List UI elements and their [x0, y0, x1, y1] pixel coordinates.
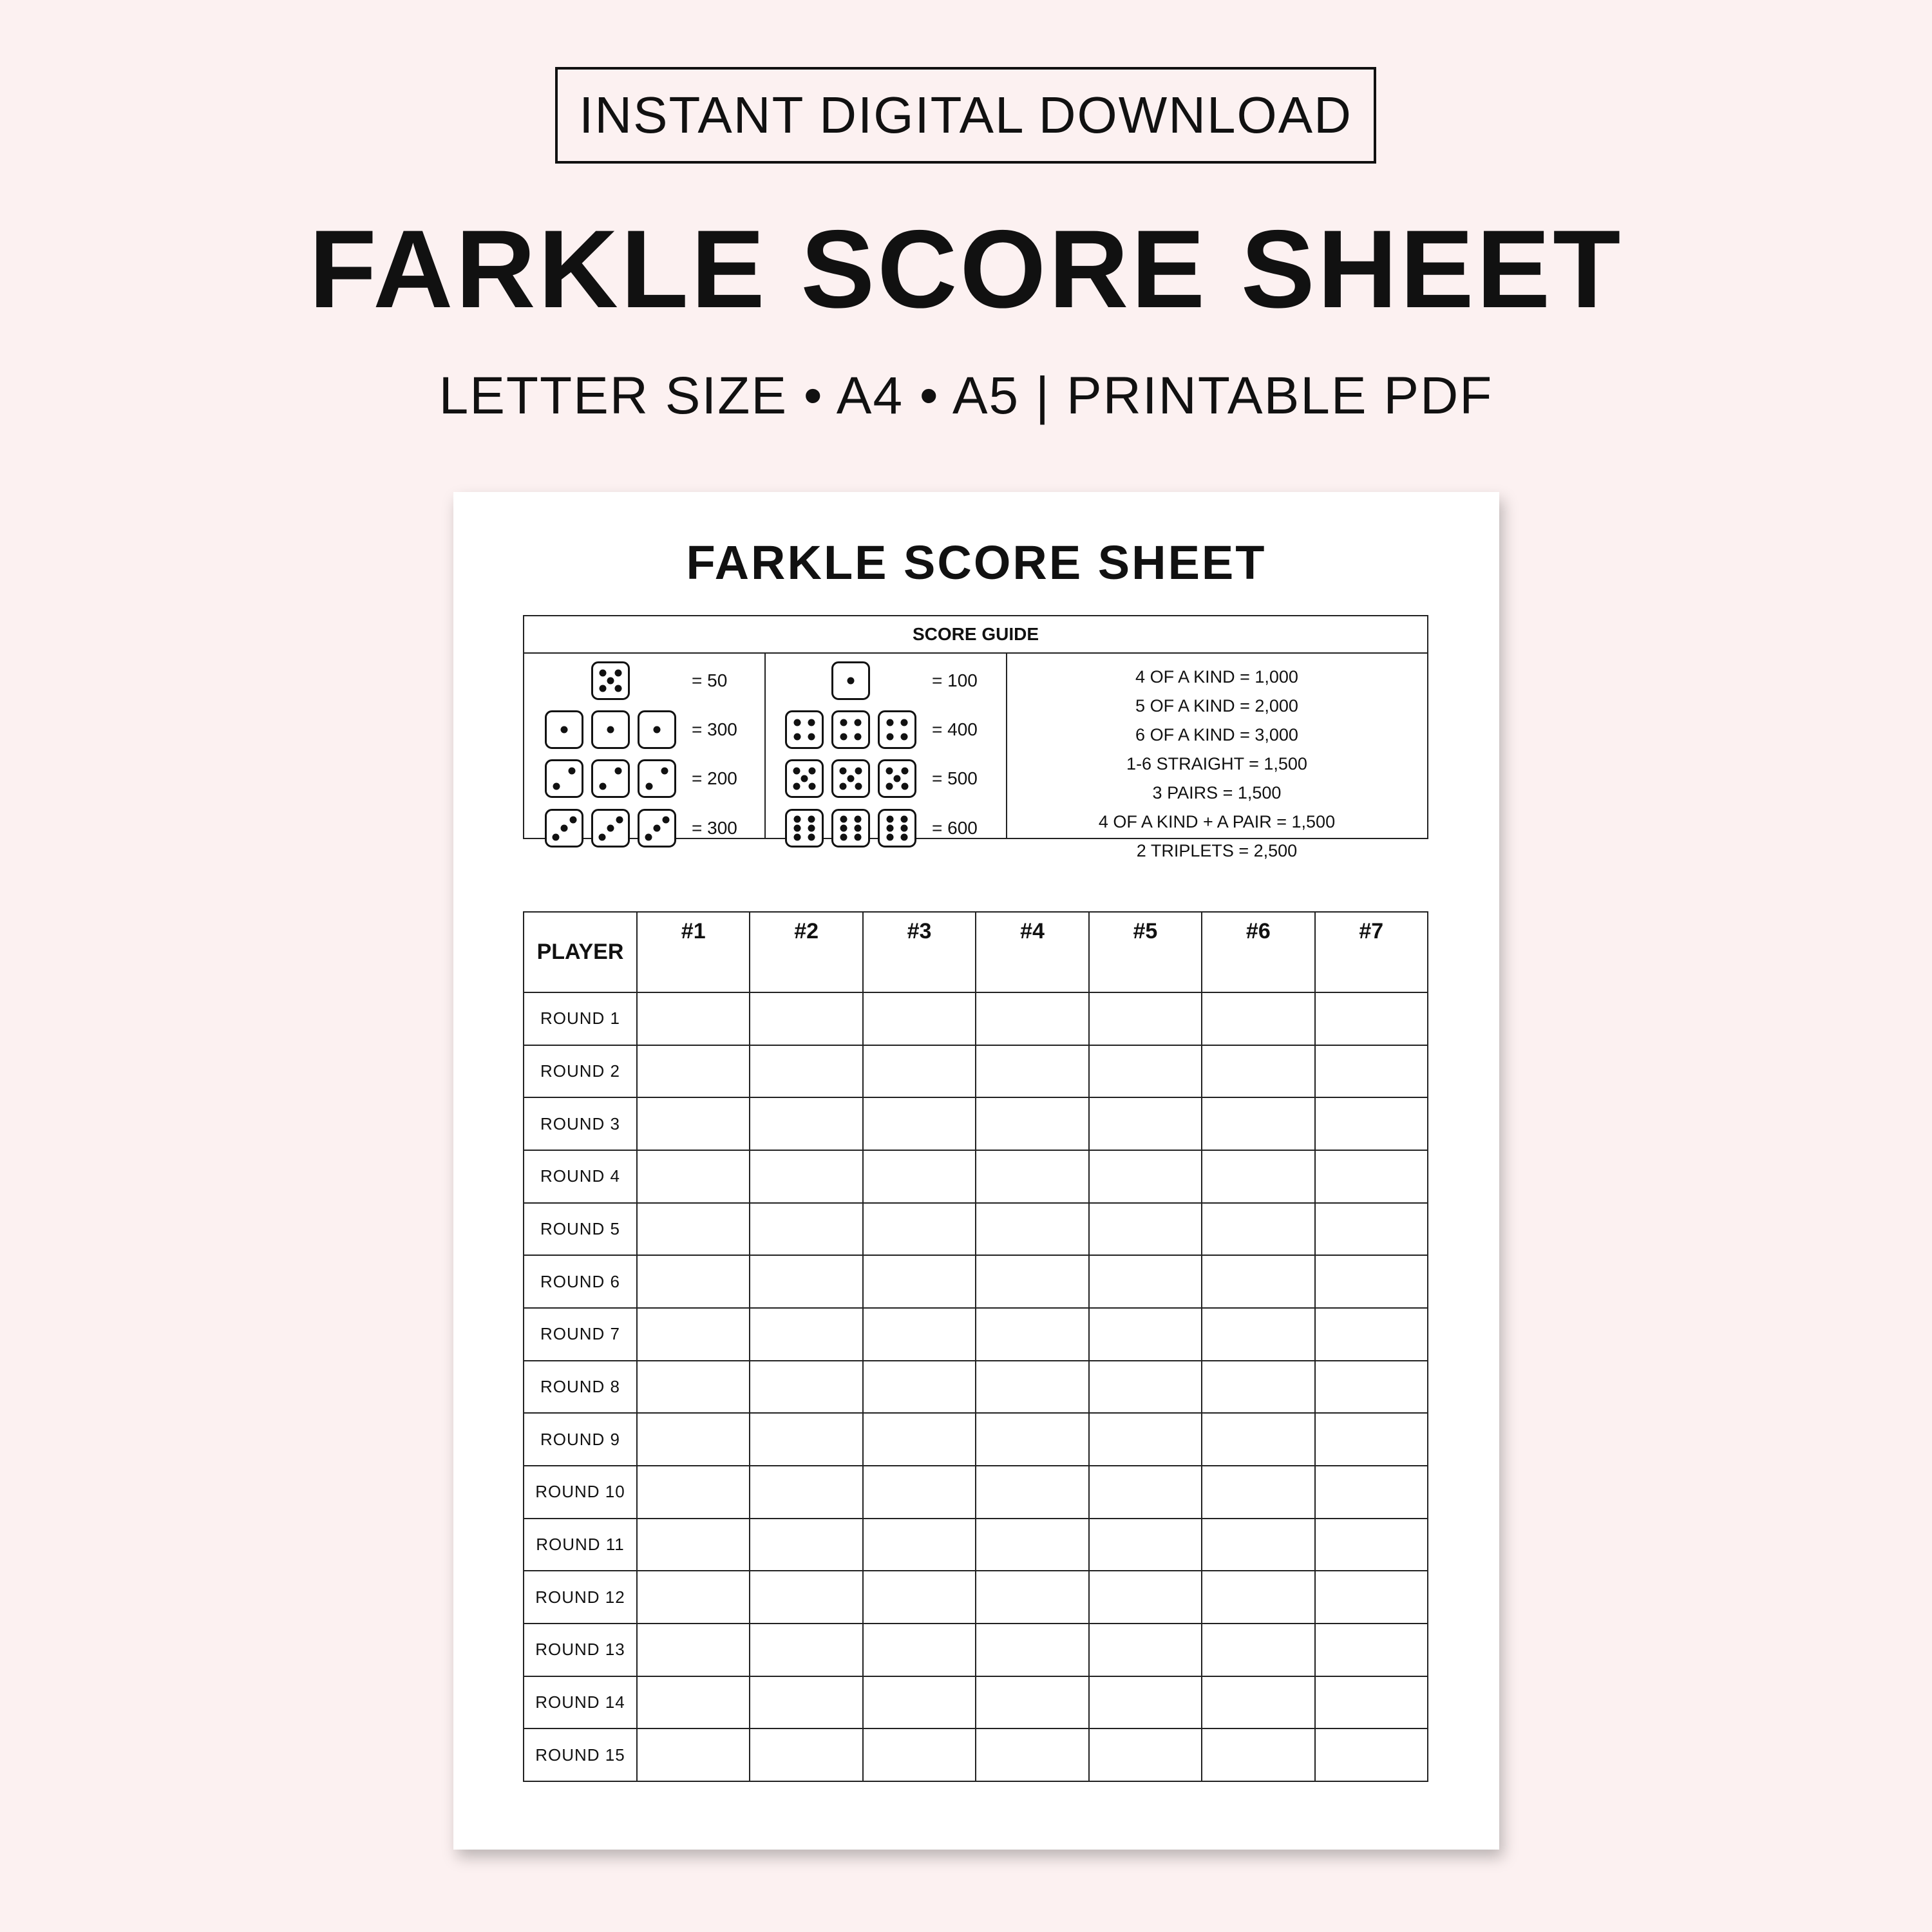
table-row [524, 1466, 1428, 1519]
score-cell[interactable] [1202, 1150, 1314, 1203]
score-cell[interactable] [1089, 1308, 1202, 1361]
die-pip [855, 767, 862, 774]
combo-item: 2 TRIPLETS = 2,500 [1136, 841, 1298, 860]
round-label: ROUND 12 [524, 1571, 637, 1624]
combo-list [1007, 663, 1426, 866]
die-face-3-icon [545, 809, 583, 848]
score-cell[interactable] [976, 1466, 1088, 1519]
player-column-header: #6 [1202, 912, 1314, 992]
score-value: = 400 [932, 719, 978, 739]
score-cell[interactable] [976, 1308, 1088, 1361]
table-row [524, 1150, 1428, 1203]
score-cell[interactable] [750, 1519, 862, 1571]
score-cell[interactable] [1315, 1676, 1428, 1729]
die-pip [553, 782, 560, 790]
score-cell[interactable] [1202, 1466, 1314, 1519]
score-cell[interactable] [637, 1728, 750, 1781]
score-cell[interactable] [976, 1728, 1088, 1781]
die-face-4-icon [831, 710, 870, 749]
score-value: = 100 [932, 670, 978, 690]
score-cell[interactable] [863, 1413, 976, 1466]
score-cell[interactable] [976, 1676, 1088, 1729]
score-cell[interactable] [863, 1203, 976, 1256]
score-cell[interactable] [863, 1728, 976, 1781]
score-value: = 300 [692, 818, 737, 838]
score-cell[interactable] [863, 1519, 976, 1571]
dice-group [785, 710, 916, 749]
die-pip [552, 833, 559, 840]
table-row [524, 1255, 1428, 1308]
table-header-row [524, 912, 1428, 992]
die-face-1-icon [545, 710, 583, 749]
score-cell[interactable] [976, 1255, 1088, 1308]
sheet-title: FARKLE SCORE SHEET [686, 536, 1267, 589]
dice-row [766, 661, 1006, 700]
score-cell[interactable] [1315, 1571, 1428, 1624]
die-pip [561, 726, 568, 734]
score-cell[interactable] [1089, 1203, 1202, 1256]
die-pip [887, 825, 894, 832]
die-pip [793, 734, 800, 741]
player-column-header: #7 [1315, 912, 1428, 992]
badge-text: INSTANT DIGITAL DOWNLOAD [579, 86, 1352, 144]
die-face-5-icon [878, 759, 916, 798]
die-pip [854, 834, 861, 841]
dice-group [785, 759, 916, 798]
die-pip [615, 685, 622, 692]
table-row [524, 1519, 1428, 1571]
score-cell[interactable] [750, 1097, 862, 1150]
die-pip [902, 783, 909, 790]
score-cell[interactable] [750, 992, 862, 1045]
dice-group [545, 759, 676, 798]
die-pip [886, 719, 893, 726]
guide-column-left [524, 654, 766, 838]
score-table [523, 911, 1428, 1782]
die-face-2-icon [591, 759, 630, 798]
combo-item: 3 PAIRS = 1,500 [1152, 783, 1282, 802]
round-label: ROUND 15 [524, 1728, 637, 1781]
score-cell[interactable] [637, 1624, 750, 1676]
score-cell[interactable] [1202, 1624, 1314, 1676]
die-pip [569, 816, 576, 823]
score-cell[interactable] [1315, 1255, 1428, 1308]
die-pip [900, 815, 907, 822]
score-value: = 300 [692, 719, 737, 739]
die-pip [600, 782, 607, 790]
player-column-header: #4 [976, 912, 1088, 992]
die-pip [886, 783, 893, 790]
score-cell[interactable] [976, 1413, 1088, 1466]
score-cell[interactable] [637, 1571, 750, 1624]
die-face-3-icon [591, 809, 630, 848]
score-cell[interactable] [637, 1150, 750, 1203]
die-face-1-icon [831, 661, 870, 700]
die-pip [902, 767, 909, 774]
score-cell[interactable] [1315, 1728, 1428, 1781]
score-cell[interactable] [750, 1624, 862, 1676]
player-column-header: #1 [637, 912, 750, 992]
die-pip [840, 719, 847, 726]
die-pip [616, 816, 623, 823]
die-face-3-icon [638, 809, 676, 848]
dice-group [831, 661, 870, 700]
score-cell[interactable] [1089, 1728, 1202, 1781]
score-value: = 500 [932, 768, 978, 788]
round-label: ROUND 14 [524, 1676, 637, 1729]
score-cell[interactable] [1202, 1519, 1314, 1571]
dice-group [591, 661, 630, 700]
die-pip [607, 726, 614, 734]
die-pip [839, 767, 846, 774]
die-face-2-icon [638, 759, 676, 798]
table-row [524, 1413, 1428, 1466]
die-pip [900, 825, 907, 832]
die-pip [794, 834, 801, 841]
table-row [524, 1045, 1428, 1098]
score-cell[interactable] [1089, 1045, 1202, 1098]
score-cell[interactable] [1315, 992, 1428, 1045]
die-pip [855, 783, 862, 790]
table-row [524, 1571, 1428, 1624]
die-pip [848, 677, 855, 685]
score-cell[interactable] [637, 1361, 750, 1414]
score-cell[interactable] [1202, 1308, 1314, 1361]
die-pip [568, 768, 575, 775]
dice-row [524, 809, 764, 848]
die-pip [886, 734, 893, 741]
die-pip [808, 719, 815, 726]
die-pip [900, 834, 907, 841]
score-cell[interactable] [976, 1519, 1088, 1571]
score-cell[interactable] [863, 1361, 976, 1414]
die-pip [808, 815, 815, 822]
score-cell[interactable] [976, 1097, 1088, 1150]
score-cell[interactable] [1089, 1676, 1202, 1729]
score-cell[interactable] [976, 1624, 1088, 1676]
score-cell[interactable] [976, 1203, 1088, 1256]
die-pip [614, 768, 621, 775]
round-label: ROUND 4 [524, 1150, 637, 1203]
score-cell[interactable] [1089, 1150, 1202, 1203]
score-cell[interactable] [1315, 1150, 1428, 1203]
table-row [524, 1308, 1428, 1361]
table-row [524, 992, 1428, 1045]
die-pip [886, 767, 893, 774]
dice-group [785, 809, 916, 848]
score-cell[interactable] [863, 992, 976, 1045]
score-cell[interactable] [750, 1361, 862, 1414]
score-cell[interactable] [750, 1203, 862, 1256]
dice-row [766, 710, 1006, 749]
score-cell[interactable] [1315, 1413, 1428, 1466]
dice-row [766, 809, 1006, 848]
die-face-5-icon [591, 661, 630, 700]
score-cell[interactable] [1202, 1676, 1314, 1729]
table-row [524, 1203, 1428, 1256]
die-pip [901, 719, 908, 726]
die-face-2-icon [545, 759, 583, 798]
round-label: ROUND 1 [524, 992, 637, 1045]
combo-item: 6 OF A KIND = 3,000 [1135, 725, 1298, 744]
score-cell[interactable] [1315, 1624, 1428, 1676]
score-guide [523, 615, 1428, 860]
dice-row [766, 759, 1006, 798]
table-row [524, 1728, 1428, 1781]
score-cell[interactable] [750, 1571, 862, 1624]
die-pip [854, 815, 861, 822]
die-pip [662, 816, 669, 823]
die-pip [854, 825, 861, 832]
score-cell[interactable] [1202, 1045, 1314, 1098]
score-cell[interactable] [1315, 1097, 1428, 1150]
table-row [524, 1361, 1428, 1414]
round-label: ROUND 11 [524, 1519, 637, 1571]
score-cell[interactable] [863, 1571, 976, 1624]
combo-item: 4 OF A KIND + A PAIR = 1,500 [1098, 812, 1336, 831]
score-cell[interactable] [637, 1255, 750, 1308]
die-pip [848, 775, 855, 782]
round-label: ROUND 8 [524, 1361, 637, 1414]
die-pip [801, 775, 808, 782]
die-pip [901, 734, 908, 741]
die-face-6-icon [831, 809, 870, 848]
die-face-6-icon [878, 809, 916, 848]
die-pip [646, 782, 653, 790]
die-pip [645, 833, 652, 840]
score-cell[interactable] [863, 1466, 976, 1519]
score-value: = 200 [692, 768, 737, 788]
score-cell[interactable] [637, 1203, 750, 1256]
score-cell[interactable] [863, 1624, 976, 1676]
die-pip [809, 783, 816, 790]
die-pip [840, 734, 847, 741]
score-cell[interactable] [1202, 1203, 1314, 1256]
die-pip [598, 833, 605, 840]
player-header: PLAYER [524, 912, 637, 992]
score-cell[interactable] [1202, 1361, 1314, 1414]
player-column-header: #2 [750, 912, 862, 992]
score-cell[interactable] [976, 1150, 1088, 1203]
score-cell[interactable] [637, 1097, 750, 1150]
die-pip [855, 734, 862, 741]
die-pip [599, 669, 606, 676]
die-face-5-icon [831, 759, 870, 798]
table-row [524, 1624, 1428, 1676]
score-cell[interactable] [750, 1308, 862, 1361]
score-cell[interactable] [750, 1150, 862, 1203]
score-cell[interactable] [750, 1466, 862, 1519]
die-pip [840, 825, 848, 832]
round-label: ROUND 2 [524, 1045, 637, 1098]
score-cell[interactable] [1089, 1361, 1202, 1414]
die-face-1-icon [638, 710, 676, 749]
combo-item: 1-6 STRAIGHT = 1,500 [1126, 754, 1307, 773]
dice-group [545, 809, 676, 848]
score-cell[interactable] [1089, 1624, 1202, 1676]
guide-column-middle [766, 654, 1007, 838]
score-cell[interactable] [863, 1676, 976, 1729]
score-cell[interactable] [1089, 1413, 1202, 1466]
score-cell[interactable] [637, 1413, 750, 1466]
dice-row [524, 759, 764, 798]
score-cell[interactable] [1089, 1097, 1202, 1150]
combo-item: 5 OF A KIND = 2,000 [1135, 696, 1298, 715]
score-cell[interactable] [1315, 1203, 1428, 1256]
die-pip [794, 825, 801, 832]
die-pip [607, 677, 614, 685]
score-cell[interactable] [863, 1097, 976, 1150]
die-face-6-icon [785, 809, 824, 848]
die-face-4-icon [878, 710, 916, 749]
score-cell[interactable] [1089, 1255, 1202, 1308]
round-label: ROUND 3 [524, 1097, 637, 1150]
die-pip [808, 825, 815, 832]
score-cell[interactable] [976, 992, 1088, 1045]
die-pip [809, 767, 816, 774]
score-value: = 600 [932, 818, 978, 838]
dice-row [524, 661, 764, 700]
score-cell[interactable] [1315, 1466, 1428, 1519]
score-cell[interactable] [1089, 1466, 1202, 1519]
dice-row [524, 710, 764, 749]
score-cell[interactable] [750, 1255, 862, 1308]
score-cell[interactable] [637, 1466, 750, 1519]
die-pip [808, 834, 815, 841]
round-label: ROUND 10 [524, 1466, 637, 1519]
score-cell[interactable] [1315, 1308, 1428, 1361]
die-pip [793, 719, 800, 726]
score-cell[interactable] [863, 1045, 976, 1098]
combo-item: 4 OF A KIND = 1,000 [1135, 667, 1298, 687]
score-cell[interactable] [637, 992, 750, 1045]
score-cell[interactable] [1315, 1045, 1428, 1098]
die-pip [839, 783, 846, 790]
die-pip [887, 815, 894, 822]
die-pip [654, 726, 661, 734]
die-pip [793, 783, 800, 790]
die-pip [808, 734, 815, 741]
die-pip [654, 825, 661, 832]
die-pip [615, 669, 622, 676]
score-cell[interactable] [750, 1728, 862, 1781]
score-cell[interactable] [1202, 1097, 1314, 1150]
score-cell[interactable] [1315, 1519, 1428, 1571]
score-cell[interactable] [976, 1361, 1088, 1414]
die-pip [894, 775, 901, 782]
round-label: ROUND 9 [524, 1413, 637, 1466]
die-pip [855, 719, 862, 726]
table-row [524, 1097, 1428, 1150]
die-face-1-icon [591, 710, 630, 749]
score-cell[interactable] [750, 1676, 862, 1729]
die-pip [887, 834, 894, 841]
score-cell[interactable] [1202, 1413, 1314, 1466]
instant-download-badge [555, 67, 1376, 164]
score-cell[interactable] [750, 1413, 862, 1466]
die-pip [607, 825, 614, 832]
score-cell[interactable] [1202, 992, 1314, 1045]
table-row [524, 1676, 1428, 1729]
score-cell[interactable] [1089, 992, 1202, 1045]
score-cell[interactable] [637, 1045, 750, 1098]
die-pip [661, 768, 668, 775]
round-label: ROUND 13 [524, 1624, 637, 1676]
score-cell[interactable] [1089, 1571, 1202, 1624]
score-cell[interactable] [637, 1676, 750, 1729]
score-cell[interactable] [1202, 1571, 1314, 1624]
player-column-header: #3 [863, 912, 976, 992]
die-pip [794, 815, 801, 822]
score-cell[interactable] [1315, 1361, 1428, 1414]
score-cell[interactable] [976, 1045, 1088, 1098]
score-cell[interactable] [1089, 1519, 1202, 1571]
player-column-header: #5 [1089, 912, 1202, 992]
die-pip [840, 815, 848, 822]
score-cell[interactable] [637, 1308, 750, 1361]
die-pip [840, 834, 848, 841]
hero-subtitle: LETTER SIZE • A4 • A5 | PRINTABLE PDF [439, 366, 1493, 425]
score-cell[interactable] [637, 1519, 750, 1571]
score-cell[interactable] [750, 1045, 862, 1098]
score-sheet-page [453, 492, 1499, 1850]
score-value: = 50 [692, 670, 728, 690]
die-pip [793, 767, 800, 774]
round-label: ROUND 6 [524, 1255, 637, 1308]
die-pip [561, 825, 568, 832]
round-label: ROUND 7 [524, 1308, 637, 1361]
die-pip [599, 685, 606, 692]
round-label: ROUND 5 [524, 1203, 637, 1256]
score-cell[interactable] [863, 1150, 976, 1203]
score-guide-heading: SCORE GUIDE [524, 616, 1427, 654]
score-cell[interactable] [863, 1255, 976, 1308]
die-face-4-icon [785, 710, 824, 749]
score-cell[interactable] [976, 1571, 1088, 1624]
dice-group [545, 710, 676, 749]
die-face-5-icon [785, 759, 824, 798]
guide-column-combos [1007, 654, 1426, 860]
score-cell[interactable] [863, 1308, 976, 1361]
hero-title: FARKLE SCORE SHEET [308, 207, 1624, 331]
score-cell[interactable] [1202, 1728, 1314, 1781]
score-cell[interactable] [1202, 1255, 1314, 1308]
